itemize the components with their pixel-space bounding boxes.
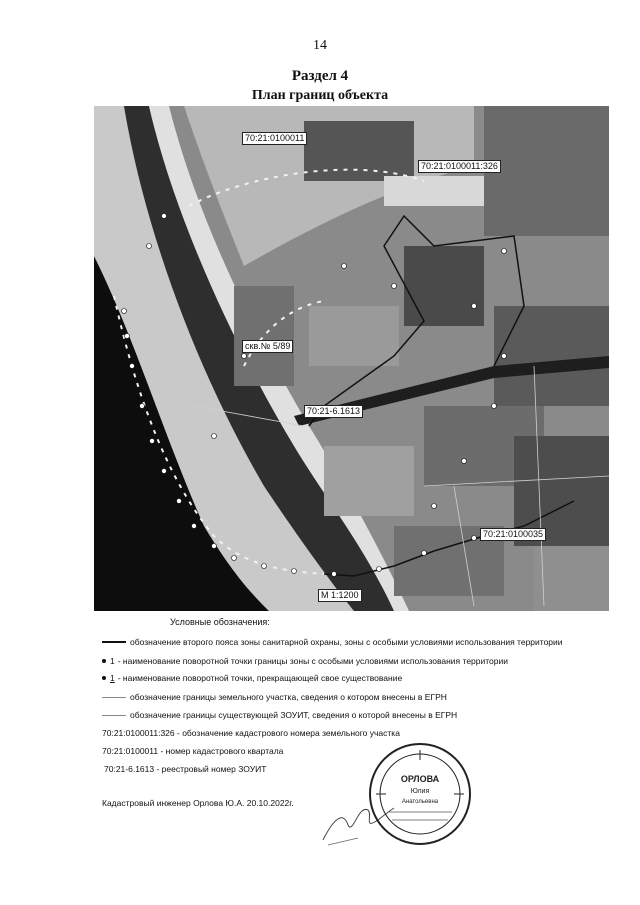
- legend-item-text: обозначение второго пояса зоны санитарной охраны, зоны с особыми условиями использования территории: [130, 637, 563, 647]
- legend-item-turning-point: [102, 656, 508, 666]
- page-number: 14: [313, 38, 327, 53]
- engineer-stamp: [368, 742, 472, 846]
- legend-item-zouit-number: 70:21-6.1613 - реестровый номер ЗОУИТ: [104, 764, 267, 774]
- boundary-map: [94, 106, 609, 611]
- point-symbol: [102, 659, 106, 663]
- legend-item-zone-line: [102, 637, 563, 647]
- legend-item-text: - наименование поворотной точки, прекращающей свое существование: [117, 673, 403, 683]
- quarter-label-1: 70:21:0100011: [242, 132, 307, 145]
- engineer-signature-line: Кадастровый инженер Орлова Ю.А. 20.10.2022г.: [102, 798, 294, 808]
- point-number: 1: [110, 673, 115, 683]
- legend-item-text: обозначение границы земельного участка, сведения о котором внесены в ЕГРН: [130, 692, 447, 702]
- legend-item-parcel-boundary: [102, 692, 447, 702]
- section-subtitle: План границ объекта: [251, 88, 389, 103]
- well-label: скв.№ 5/89: [242, 340, 293, 353]
- legend-item-text: - наименование поворотной точки границы зоны с особыми условиями использования территории: [117, 656, 508, 666]
- quarter-label-2: 70:21:0100035: [480, 528, 546, 541]
- svg-text:Анатольевна: Анатольевна: [401, 799, 439, 805]
- legend-title: Условные обозначения:: [170, 617, 270, 627]
- legend-item-zouit-boundary: [102, 710, 457, 720]
- thick-line-symbol: [102, 641, 126, 643]
- legend-item-removed-point: [102, 673, 402, 683]
- thin-line-symbol: [102, 715, 126, 716]
- section-title: Раздел 4: [291, 68, 349, 84]
- parcel-label: 70:21:0100011:326: [418, 160, 501, 173]
- legend-item-parcel-number: 70:21:0100011:326 - обозначение кадастрового номера земельного участка: [102, 728, 400, 738]
- point-symbol: [102, 676, 106, 680]
- svg-text:ОРЛОВА: ОРЛОВА: [400, 774, 440, 784]
- point-number: 1: [110, 656, 115, 666]
- thin-line-symbol: [102, 697, 126, 698]
- scale-label: М 1:1200: [318, 589, 362, 602]
- legend-item-text: обозначение границы существующей ЗОУИТ, сведения о которой внесены в ЕГРН: [130, 710, 458, 720]
- zouit-label: 70:21-6.1613: [304, 405, 363, 418]
- svg-text:Юлия: Юлия: [410, 788, 430, 795]
- legend-item-quarter-number: 70:21:0100011 - номер кадастрового квартала: [102, 746, 284, 756]
